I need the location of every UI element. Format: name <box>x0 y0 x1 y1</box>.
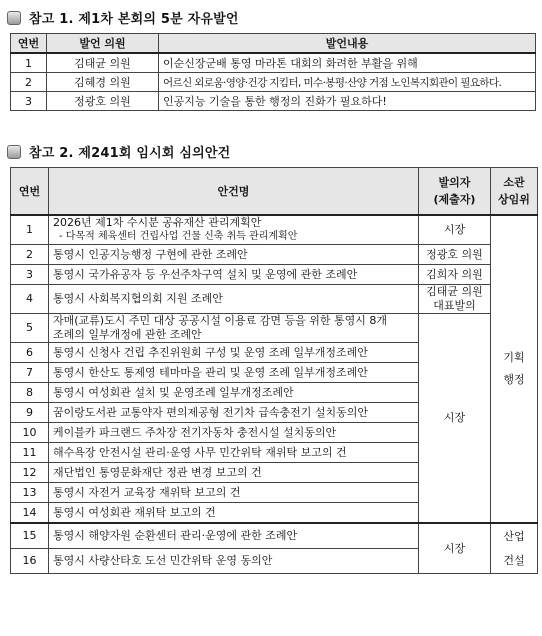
row-content: 이순신장군배 통영 마라톤 대회의 화려한 부활을 위해 <box>159 53 536 73</box>
row-content: 어르신 외로움·영양·건강 지킴터, 미수·봉평·산양 거점 노인복지회관이 필요하다. <box>159 73 536 92</box>
header-committee <box>491 168 538 216</box>
row-no: 3 <box>11 265 49 285</box>
row-member: 김태균 의원 <box>47 53 159 73</box>
row-item: 통영시 여성회관 재위탁 보고의 건 <box>49 503 419 524</box>
row-proposer: 시장 <box>419 523 491 574</box>
row-member: 정광호 의원 <box>47 92 159 111</box>
header-committee-line2: 상임위 <box>498 193 530 206</box>
header-proposer-line2: (제출자) <box>433 193 476 206</box>
speech-table-header <box>11 34 536 54</box>
row-item: 통영시 인공지능행정 구현에 관한 조례안 <box>49 245 419 265</box>
row-item: 통영시 자전거 교육장 재위탁 보고의 건 <box>49 483 419 503</box>
row-item: 통영시 신청사 건립 추진위원회 구성 및 운영 조례 일부개정조례안 <box>49 343 419 363</box>
table-row <box>11 215 538 245</box>
row-item: 케이블카 파크랜드 주차장 전기자동차 충전시설 설치동의안 <box>49 423 419 443</box>
row-no: 16 <box>11 549 49 574</box>
row-no: 6 <box>11 343 49 363</box>
section2-title-text: 참고 2. 제241회 임시회 심의안건 <box>29 146 231 161</box>
agenda-table-header <box>11 168 538 216</box>
row-no: 9 <box>11 403 49 423</box>
section1-title <box>7 8 239 27</box>
proposer-line2: 대표발의 <box>433 299 476 312</box>
section2-title <box>7 142 230 161</box>
table-row <box>11 53 536 73</box>
proposer-line1: 김태균 의원 <box>426 285 483 298</box>
row-no: 15 <box>11 523 49 549</box>
bullet-square-icon <box>7 11 21 25</box>
row-no: 14 <box>11 503 49 524</box>
row-item: 통영시 사량산타호 도선 민간위탁 운영 동의안 <box>49 549 419 574</box>
row-item: 통영시 여성회관 설치 및 운영조례 일부개정조례안 <box>49 383 419 403</box>
row-no: 10 <box>11 423 49 443</box>
header-proposer-line1: 발의자 <box>438 176 471 189</box>
table-row <box>11 245 538 265</box>
row-item: 꿈이랑도서관 교통약자 편의제공형 전기차 급속충전기 설치동의안 <box>49 403 419 423</box>
row-item: 통영시 사회복지협의회 지원 조례안 <box>49 285 419 314</box>
table-row <box>11 92 536 111</box>
committee-line2: 건설 <box>503 553 525 567</box>
row-no: 12 <box>11 463 49 483</box>
row-no: 3 <box>11 92 47 111</box>
row-proposer: 시장 <box>419 314 491 524</box>
header-proposer <box>419 168 491 216</box>
row-no: 8 <box>11 383 49 403</box>
committee-line1: 기획 <box>503 351 525 364</box>
section1-title-text: 참고 1. 제1차 본회의 5분 자유발언 <box>29 12 239 27</box>
row-no: 1 <box>11 53 47 73</box>
header-member: 발언 의원 <box>47 34 159 54</box>
row-no: 7 <box>11 363 49 383</box>
committee-line1: 산업 <box>503 529 525 543</box>
table-row <box>11 73 536 92</box>
row-content: 인공지능 기술을 통한 행정의 진화가 필요하다! <box>159 92 536 111</box>
table-row <box>11 285 538 314</box>
committee-cell <box>491 523 538 574</box>
header-committee-line1: 소관 <box>503 176 525 189</box>
table-row <box>11 523 538 549</box>
row-proposer: 정광호 의원 <box>419 245 491 265</box>
header-content: 발언내용 <box>159 34 536 54</box>
speech-table <box>10 33 536 111</box>
row-item-text: 2026년 제1차 수시분 공유재산 관리계획안 <box>53 216 262 229</box>
row-item: 해수욕장 안전시설 관리·운영 사무 민간위탁 재위탁 보고의 건 <box>49 443 419 463</box>
committee-line2: 행정 <box>503 373 525 386</box>
row-item <box>49 215 419 245</box>
committee-cell <box>491 215 538 523</box>
row-proposer: 시장 <box>419 215 491 245</box>
row-proposer <box>419 285 491 314</box>
row-item-sub: - 다목적 체육센터 건립사업 건물 신축 취득 관리계획안 <box>59 231 298 242</box>
row-no: 1 <box>11 215 49 245</box>
row-item: 재단법인 통영문화재단 정관 변경 보고의 건 <box>49 463 419 483</box>
row-no: 2 <box>11 245 49 265</box>
agenda-table <box>10 167 538 574</box>
table-row <box>11 314 538 343</box>
header-item: 안건명 <box>49 168 419 216</box>
row-no: 2 <box>11 73 47 92</box>
row-item: 통영시 국가유공자 등 우선주차구역 설치 및 운영에 관한 조례안 <box>49 265 419 285</box>
row-item: 통영시 해양자원 순환센터 관리·운영에 관한 조례안 <box>49 523 419 549</box>
row-no: 5 <box>11 314 49 343</box>
row-no: 13 <box>11 483 49 503</box>
row-member: 김혜경 의원 <box>47 73 159 92</box>
row-item-text-2: 조례의 일부개정에 관한 조례안 <box>53 328 202 341</box>
table-row <box>11 265 538 285</box>
row-item: 통영시 한산도 통제영 테마마을 관리 및 운영 조례 일부개정조례안 <box>49 363 419 383</box>
row-no: 4 <box>11 285 49 314</box>
header-no: 연번 <box>11 168 49 216</box>
header-no: 연번 <box>11 34 47 54</box>
row-no: 11 <box>11 443 49 463</box>
row-proposer: 김희자 의원 <box>419 265 491 285</box>
bullet-square-icon <box>7 145 21 159</box>
row-item <box>49 314 419 343</box>
row-item-text: 자매(교류)도시 주민 대상 공공시설 이용료 감면 등을 위한 통영시 8개 <box>53 314 387 327</box>
